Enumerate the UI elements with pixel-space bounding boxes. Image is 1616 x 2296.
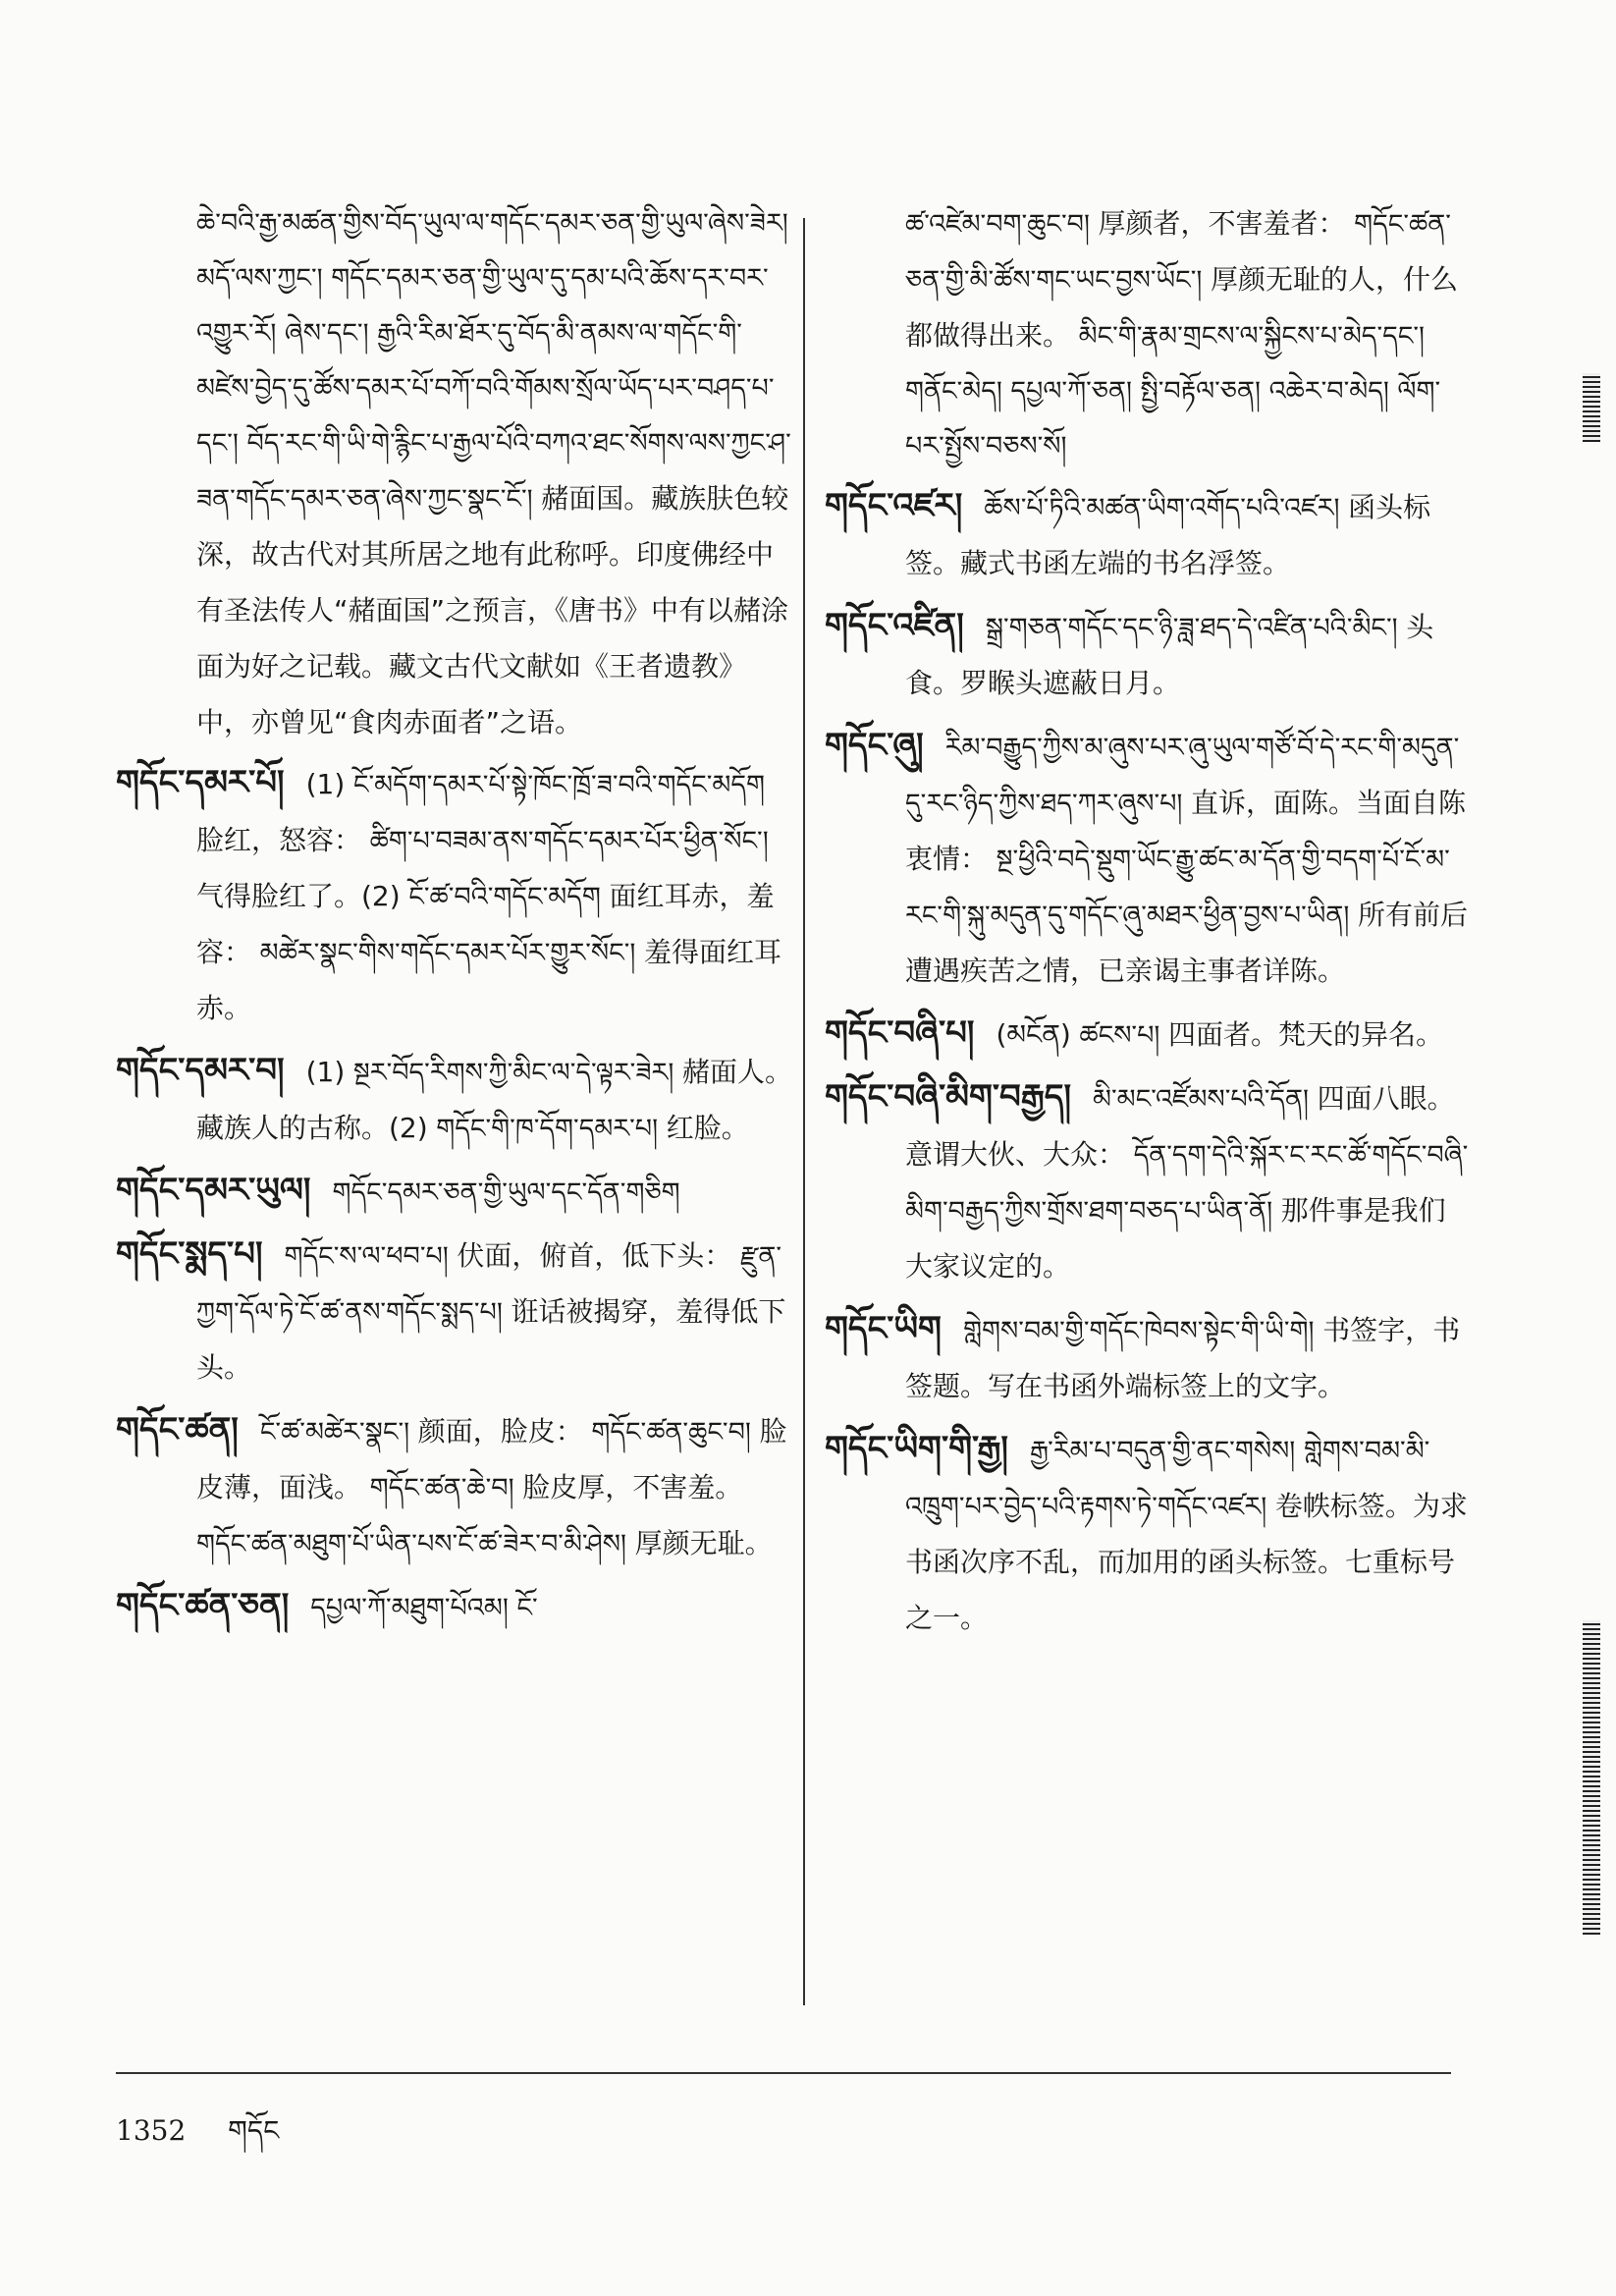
scan-edge-mark — [1583, 373, 1600, 442]
chinese-definition: 四面者。梵天的异名。 — [1168, 1018, 1444, 1051]
tibetan-definition: ཚ་འཛེམ་བག་ཆུང་བ། — [905, 209, 1090, 240]
tibetan-definition: ངོ་ཚ་བའི་གདོང་མདོག — [408, 882, 601, 912]
chinese-definition: 颜面，脸皮： — [417, 1415, 583, 1448]
tibetan-definition: སྔ་ཕྱིའི་བདེ་སྡུག་ཡོང་རྒྱུ་ཚང་མ་དོན་གྱི་བདག་པོ་ངོ་མ་རང་གི་སྐུ་མདུན་དུ་གདོང་ཞུ་མཐར་ཕྱིན་བྱས་པ་ཡིན། — [905, 845, 1450, 931]
dictionary-entry — [825, 718, 1473, 1000]
chinese-definition: 羞得面红耳赤。 — [196, 936, 781, 1024]
tibetan-definition: གདོང་ཚན་མཐུག་པོ་ཡིན་པས་ངོ་ཚ་ཟེར་བ་མི་ཤེས། — [196, 1529, 626, 1559]
headword: གདོང་བཞི་པ། — [825, 1013, 975, 1053]
dictionary-entry — [825, 478, 1473, 592]
left-column — [116, 196, 793, 1642]
dictionary-entry — [825, 1301, 1473, 1415]
headword: གདོང་འཛར། — [825, 486, 963, 525]
page-number: 1352 — [116, 2114, 187, 2147]
tibetan-definition: ཚངས་པ། — [1079, 1020, 1160, 1051]
chinese-definition: 脸皮厚，不害羞。 — [522, 1471, 743, 1503]
chinese-definition: 所有前后遭遇疾苦之情，已亲谒主事者详陈。 — [905, 899, 1468, 987]
headword: གདོང་ཚན་ཅན། — [116, 1586, 290, 1625]
tibetan-definition: མི་མང་འཛོམས་པའི་དོན། — [1093, 1084, 1309, 1115]
dictionary-entry — [825, 1006, 1473, 1064]
column-divider — [803, 218, 805, 2005]
headword: གདོང་དམར་པོ། — [116, 763, 285, 802]
tibetan-definition: གདོང་ཚན་ཆུང་བ། — [591, 1417, 751, 1448]
running-head: གདོང — [228, 2114, 280, 2147]
headword: གདོང་འཛིན། — [825, 606, 964, 645]
tibetan-definition: དོན་དག་དེའི་སྐོར་ང་རང་ཚོ་གདོང་བཞི་མིག་བརྒྱད་ཀྱིས་གྲོས་ཐག་བཅད་པ་ཡིན་ནོ། — [905, 1140, 1469, 1227]
chinese-definition: 函头标签。藏式书函左端的书名浮签。 — [905, 491, 1431, 579]
right-column — [825, 196, 1473, 1653]
scan-edge-mark — [1583, 1620, 1600, 1935]
chinese-definition: 直诉，面陈。当面自陈衷情： — [905, 787, 1467, 875]
tibetan-definition: གླེགས་བམ་གྱི་གདོང་ཁེབས་སྟེང་གི་ཡི་གེ། — [962, 1316, 1315, 1346]
headword: གདོང་དམར་བ། — [116, 1051, 285, 1090]
headword: གདོང་བཞི་མིག་བརྒྱད། — [825, 1077, 1072, 1117]
chinese-definition: (1) — [305, 1056, 346, 1088]
chinese-definition: 气得脸红了。(2) — [196, 880, 401, 912]
dictionary-entry — [825, 598, 1473, 712]
tibetan-definition: ཆོས་པོ་ཏིའི་མཚན་ཡིག་འགོད་པའི་འཛར། — [984, 493, 1340, 523]
dictionary-entry — [825, 1421, 1473, 1647]
chinese-definition: 面红耳赤，羞容： — [196, 880, 775, 968]
chinese-definition: 厚颜者，不害羞者： — [1098, 207, 1346, 240]
footer-rule — [116, 2072, 1451, 2074]
chinese-definition: 那件事是我们大家议定的。 — [905, 1194, 1446, 1283]
tibetan-definition: སྒྲ་གཅན་གདོང་དང་ཉི་ཟླ་ཐད་དེ་འཛིན་པའི་མིང་། — [985, 613, 1398, 643]
dictionary-entry — [825, 1069, 1473, 1295]
tibetan-definition: གདོང་གི་ཁ་དོག་དམར་པ། — [436, 1114, 659, 1144]
chinese-definition: (1) — [305, 768, 346, 800]
tibetan-definition: དཔྱལ་ཀོ་མཐུག་པོའམ། ངོ་ — [310, 1593, 538, 1623]
chinese-definition: 脸红，怒容： — [196, 824, 362, 856]
tibetan-definition: མཚེར་སྣང་གིས་གདོང་དམར་པོར་གྱུར་སོང་། — [259, 938, 636, 968]
headword: གདོང་སྨད་པ། — [116, 1234, 263, 1274]
tibetan-definition: གདོང་ཚན་ཆེ་བ། — [369, 1473, 514, 1503]
dictionary-entry — [116, 1043, 793, 1157]
chinese-definition: 头食。罗睺头遮蔽日月。 — [905, 611, 1434, 699]
chinese-definition: 厚颜无耻的人，什么都做得出来。 — [905, 263, 1458, 352]
headword: གདོང་དམར་ཡུལ། — [116, 1171, 311, 1210]
chinese-definition: 伏面，俯首，低下头： — [457, 1239, 732, 1272]
chinese-definition: 赭面人。藏族人的古称。(2) — [196, 1056, 792, 1144]
tibetan-definition: གདོང་དམར་ཅན་གྱི་ཡུལ་དང་དོན་གཅིག — [332, 1177, 680, 1208]
tibetan-definition: རྫུན་ཀྱག་དོལ་ཏེ་ངོ་ཚ་ནས་གདོང་སྨད་པ། — [196, 1241, 782, 1328]
chinese-definition: 厚颜无耻。 — [634, 1527, 773, 1559]
chinese-definition: 书签字，书签题。写在书函外端标签上的文字。 — [905, 1314, 1461, 1402]
tibetan-definition: རྒྱ་རིམ་པ་བདུན་གྱི་ནང་གསེས། གླེགས་བམ་མི་འཁྲུག་པར་བྱེད་པའི་རྟགས་ཏེ་གདོང་འཛར། — [905, 1436, 1430, 1522]
tibetan-definition: གདོང་ཚན་ཅན་གྱི་མི་ཚོས་གང་ཡང་བྱས་ཡོང་། — [905, 209, 1451, 296]
headword: གདོང་ཡིག་གི་རྒྱ། — [825, 1429, 1008, 1468]
chinese-definition: 卷帙标签。为求书函次序不乱，而加用的函头标签。七重标号之一。 — [905, 1490, 1468, 1634]
chinese-definition: 脸皮薄，面浅。 — [196, 1415, 787, 1503]
dictionary-entry — [116, 1227, 793, 1396]
tibetan-definition: རིམ་བརྒྱུད་ཀྱིས་མ་ཞུས་པར་ཞུ་ཡུལ་གཙོ་བོ་དེ་རང་གི་མདུན་དུ་རང་ཉིད་ཀྱིས་ཐད་ཀར་ཞུས་པ། — [905, 733, 1460, 819]
tibetan-definition: ངོ་མདོག་དམར་པོ་སྟེ་ཁོང་ཁྲོ་ཟ་བའི་གདོང་མདོག — [352, 770, 766, 800]
chinese-definition: 红脸。 — [666, 1112, 749, 1144]
chinese-definition: 诳话被揭穿，羞得低下头。 — [196, 1295, 786, 1384]
chinese-definition: 四面八眼。意谓大伙、大众： — [905, 1082, 1455, 1171]
dictionary-entry — [116, 1578, 793, 1636]
dictionary-entry — [116, 1402, 793, 1572]
tibetan-definition: ཆེ་བའི་རྒྱ་མཚན་གྱིས་བོད་ཡུལ་ལ་གདོང་དམར་ཅན་གྱི་ཡུལ་ཞེས་ཟེར། མདོ་ལས་ཀྱང་། གདོང་དམར་ཅན་གྱི་ཡུལ་དུ་དམ་པའི་ཆོས་དར་བར་འགྱུར་རོ། ཞེས་དང་། རྒྱའི་རིམ་ཐོར་དུ་བོད་མི་ནམས་ལ་གདོང་གི་མཛེས་བྱེད་དུ་ཚོས་དམར་པོ་བཀོ་བའི་གོམས་སྲོལ་ཡོད་པར་བཤད་པ་དང་། བོད་རང་གི་ཡི་གེ་རྙིང་པ་རྒྱལ་པོའི་བཀའ་ཐང་སོགས་ལས་ཀྱང་ཤ་ཟན་གདོང་དམར་ཅན་ཞེས་ཀྱང་སྣང་ངོ་། — [196, 208, 791, 515]
headword: གདོང་ཞུ། — [825, 726, 924, 765]
dictionary-entry — [116, 1163, 793, 1221]
headword: གདོང་ཚན། — [116, 1410, 239, 1449]
page-footer — [116, 2100, 279, 2177]
headword: གདོང་ཡིག — [825, 1309, 942, 1348]
tibetan-definition: ཚིག་པ་བཟམ་ནས་གདོང་དམར་པོར་ཕྱིན་སོང་། — [369, 826, 769, 856]
chinese-definition: 赭面国。藏族肤色较深，故古代对其所居之地有此称呼。印度佛经中有圣法传人“赭面国”之预言，《唐书》中有以赭涂面为好之记载。藏文古代文献如《王者遗教》中，亦曾见“食肉赤面者”之语。 — [196, 482, 789, 738]
tibetan-definition: སྔར་བོད་རིགས་ཀྱི་མིང་ལ་དེ་ལྟར་ཟེར། — [352, 1058, 674, 1088]
tibetan-definition: མིང་གི་རྣམ་གྲངས་ལ་སྐྱིངས་པ་མེད་དང་། གནོང་མེད། དཔྱལ་ཀོ་ཅན། སྤྱི་བརྟོལ་ཅན། འཆེར་བ་མེད། ལོག་པར་སྤྱོས་བཅས་སོ། — [905, 321, 1441, 462]
entry-continuation — [825, 196, 1473, 474]
tibetan-definition: གདོང་ས་ལ་ཕབ་པ། — [284, 1241, 449, 1272]
tibetan-definition: ངོ་ཚ་མཚེར་སྣང་། — [259, 1417, 410, 1448]
chinese-definition: (མངོན) — [996, 1018, 1071, 1051]
dictionary-entry — [116, 755, 793, 1037]
entry-continuation — [116, 196, 793, 751]
